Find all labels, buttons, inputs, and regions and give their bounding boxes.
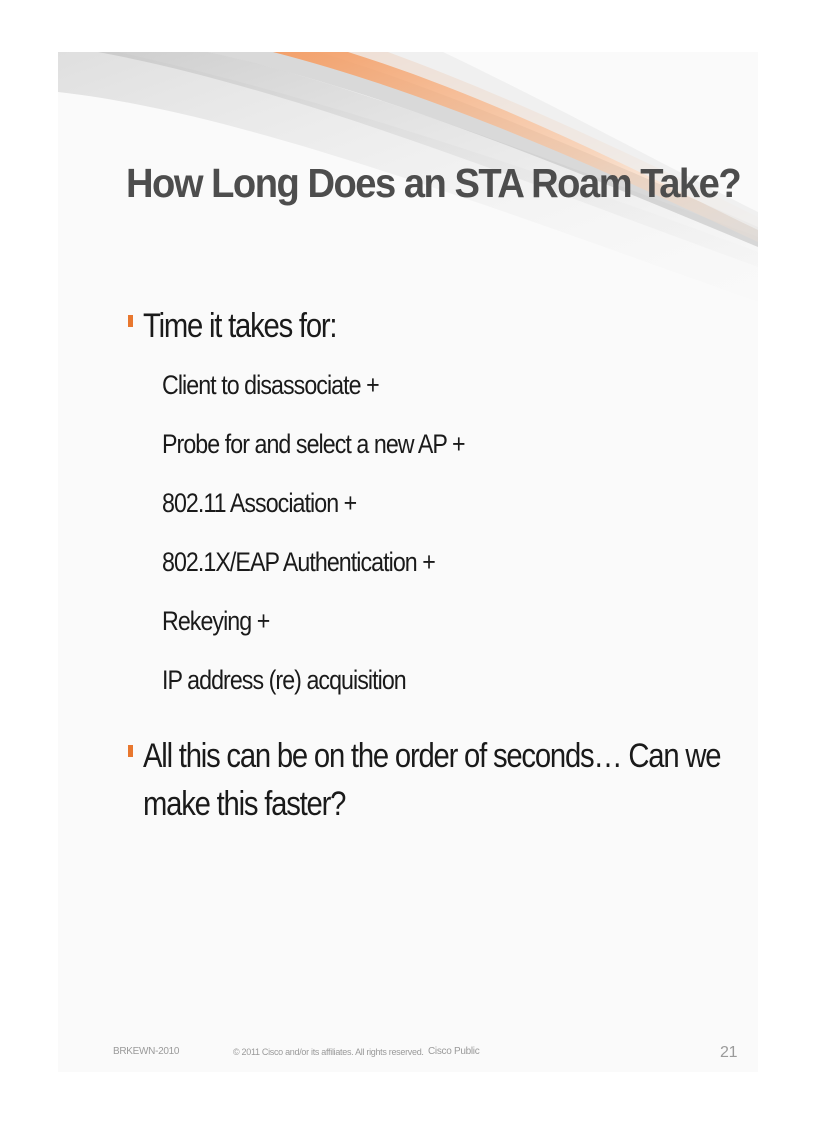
bullet-text: Time it takes for: bbox=[143, 307, 337, 345]
bullet-text-line: make this faster? bbox=[143, 785, 346, 823]
bullet-text-line: All this can be on the order of seconds… Can we bbox=[143, 737, 721, 775]
slide bbox=[58, 52, 758, 1072]
sub-item-disassociate: Client to disassociate + bbox=[162, 370, 379, 400]
bullet-square-icon bbox=[128, 315, 133, 327]
bullet-square-icon bbox=[128, 745, 133, 757]
sub-item-probe: Probe for and select a new AP + bbox=[162, 429, 465, 459]
sub-item-rekeying: Rekeying + bbox=[162, 606, 270, 636]
page-number: 21 bbox=[720, 1044, 738, 1061]
footer-session-id: BRKEWN-2010 bbox=[113, 1046, 180, 1057]
sub-item-ip-address: IP address (re) acquisition bbox=[162, 665, 406, 695]
footer-copyright: © 2011 Cisco and/or its affiliates. All rights reserved. bbox=[233, 1047, 424, 1057]
sub-item-authentication: 802.1X/EAP Authentication + bbox=[162, 547, 435, 577]
bullet-time-it-takes bbox=[128, 302, 368, 350]
footer-classification: Cisco Public bbox=[428, 1046, 480, 1057]
bullet-text-block bbox=[143, 732, 758, 828]
sub-item-association: 802.11 Association + bbox=[162, 488, 357, 518]
slide-title: How Long Does an STA Roam Take? bbox=[126, 160, 741, 206]
bullet-order-of-seconds bbox=[128, 732, 758, 828]
